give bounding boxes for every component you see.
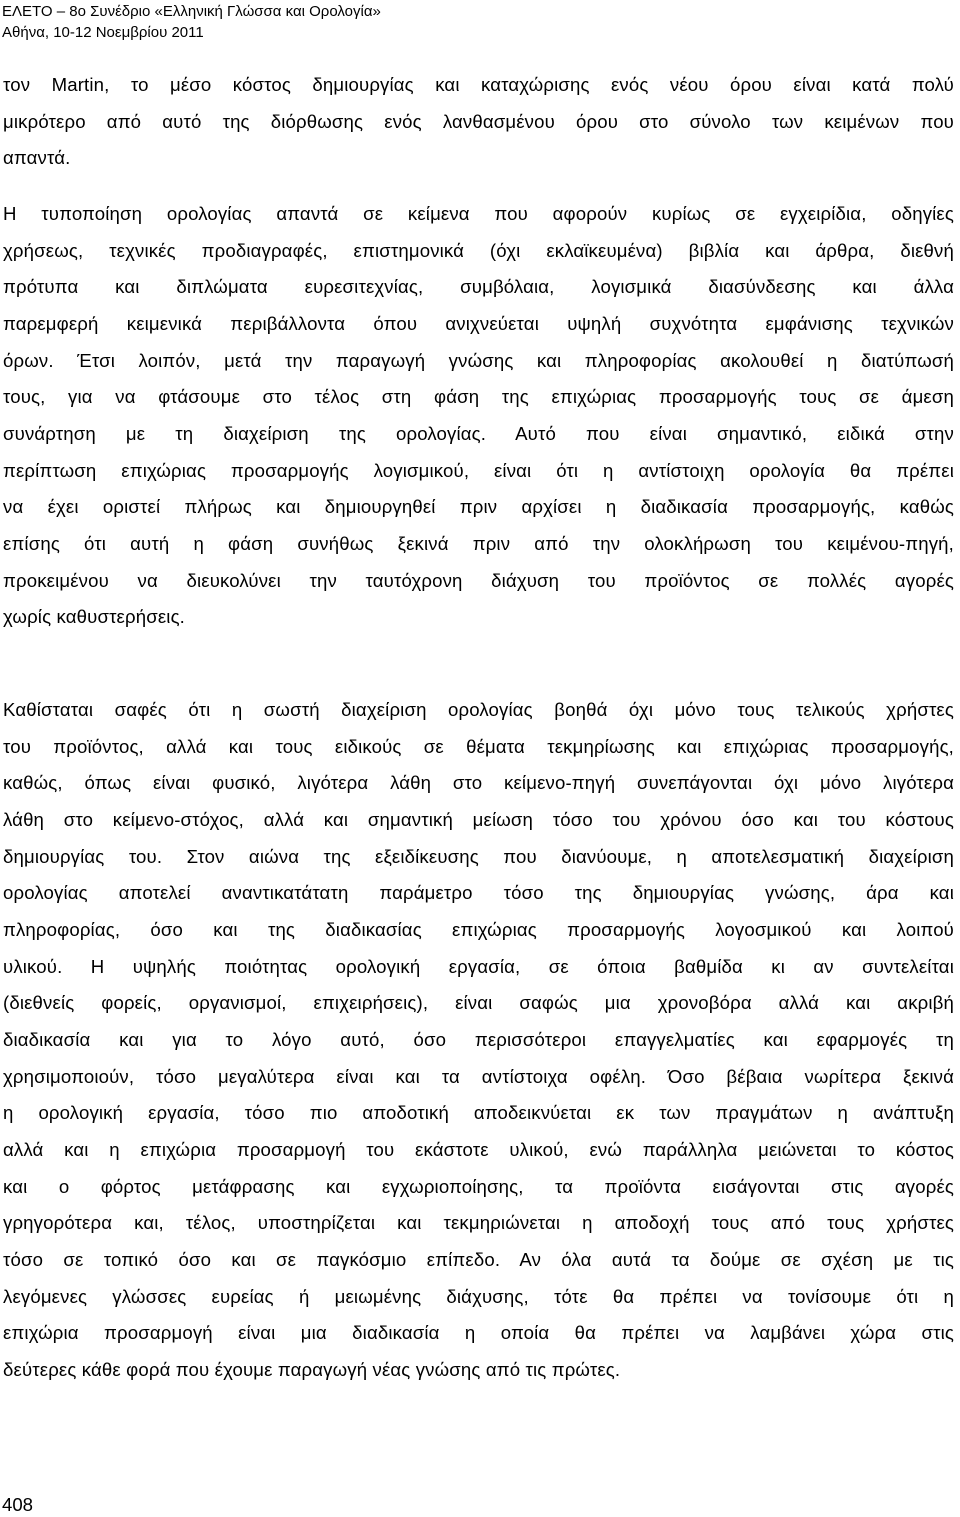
text-line: λεγόμενες γλώσσες ευρείας ή μειωμένης διάχυσης, τότε θα πρέπει να τονίσουμε ότι η [3, 1285, 954, 1307]
text-line: γρηγορότερα και, τέλος, υποστηρίζεται και τεκμηριώνεται η αποδοχή τους από τους χρήστες [3, 1212, 954, 1234]
text-line: επίσης ότι αυτή η φάση συνήθως ξεκινά πριν από την ολοκλήρωση του κειμένου-πηγή, [3, 532, 954, 554]
text-line: χωρίς καθυστερήσεις. [3, 606, 185, 628]
text-line: να έχει οριστεί πλήρως και δημιουργηθεί πριν αρχίσει η διαδικασία προσαρμογής, καθώς [3, 496, 954, 518]
text-line: δημιουργίας του. Στον αιώνα της εξειδίκευσης που διανύουμε, η αποτελεσματική διαχείριση [3, 845, 954, 867]
text-line: υλικού. Η υψηλής ποιότητας ορολογική εργασία, σε όποια βαθμίδα κι αν συντελείται [3, 955, 954, 977]
text-line: τον Martin, το μέσο κόστος δημιουργίας και καταχώρισης ενός νέου όρου είναι κατά πολύ [3, 74, 954, 95]
text-line: και ο φόρτος μετάφρασης και εγχωριοποίησης, τα προϊόντα εισάγονται στις αγορές [3, 1175, 954, 1197]
text-line: πληροφορίας, όσο και της διαδικασίας επιχώριας προσαρμογής λογοσμικού και λοιπού [3, 918, 954, 940]
text-line: αλλά και η επιχώρια προσαρμογή του εκάστοτε υλικού, ενώ παράλληλα μειώνεται το κόστος [3, 1138, 954, 1160]
text-line: χρησιμοποιούν, τόσο μεγαλύτερα είναι και τα αντίστοιχα οφέλη. Όσο βέβαια νωρίτερα ξεκινά [3, 1065, 954, 1087]
text-line: μικρότερο από αυτό της διόρθωσης ενός λανθασμένου όρου στο σύνολο των κειμένων που [3, 110, 954, 132]
header-location-date: Αθήνα, 10-12 Νοεμβρίου 2011 [2, 24, 204, 41]
text-line: τόσο σε τοπικό όσο και σε παγκόσμιο επίπεδο. Αν όλα αυτά τα δούμε σε σχέση με τις [3, 1248, 954, 1270]
paragraph-2 [3, 196, 954, 636]
text-line: προκειμένου να διευκολύνει την ταυτόχρονη διάχυση του προϊόντος σε πολλές αγορές [3, 569, 954, 591]
text-line: καθώς, όπως είναι φυσικό, λιγότερα λάθη στο κείμενο-πηγή συνεπάγονται όχι μόνο λιγότερα [3, 772, 954, 794]
text-line: Καθίσταται σαφές ότι η σωστή διαχείριση ορολογίας βοηθά όχι μόνο τους τελικούς χρήστες [3, 699, 954, 720]
text-line: περίπτωση επιχώριας προσαρμογής λογισμικού, είναι ότι η αντίστοιχη ορολογία θα πρέπει [3, 459, 954, 481]
text-line: ορολογίας αποτελεί αναντικατάτατη παράμετρο τόσο της δημιουργίας γνώσης, άρα και [3, 882, 954, 904]
text-line: (διεθνείς φορείς, οργανισμοί, επιχειρήσεις), είναι σαφώς μια χρονοβόρα αλλά και ακριβή [3, 992, 954, 1014]
text-line: η ορολογική εργασία, τόσο πιο αποδοτική αποδεικνύεται εκ των πραγμάτων η ανάπτυξη [3, 1102, 954, 1124]
text-line: όρων. Έτσι λοιπόν, μετά την παραγωγή γνώσης και πληροφορίας ακολουθεί η διατύπωσή [3, 349, 954, 371]
text-line: διαδικασία και για το λόγο αυτό, όσο περισσότεροι επαγγελματίες και εφαρμογές τη [3, 1028, 954, 1050]
text-line: τους, για να φτάσουμε στο τέλος στη φάση της επιχώριας προσαρμογής τους σε άμεση [3, 386, 954, 408]
text-line: λάθη στο κείμενο-στόχος, αλλά και σημαντική μείωση τόσο του χρόνου όσο και του κόστους [3, 808, 954, 830]
paragraph-3 [3, 692, 954, 1388]
running-header [2, 1, 381, 43]
text-line: του προϊόντος, αλλά και τους ειδικούς σε θέματα τεκμηρίωσης και επιχώριας προσαρμογής, [3, 735, 954, 757]
text-line: απαντά. [3, 147, 71, 169]
page-number: 408 [2, 1494, 34, 1515]
paragraph-1 [3, 67, 954, 177]
text-line: Η τυποποίηση ορολογίας απαντά σε κείμενα που αφορούν κυρίως σε εγχειρίδια, οδηγίες [3, 203, 954, 224]
header-conference-title: ΕΛΕΤΟ – 8ο Συνέδριο «Ελληνική Γλώσσα και Ορολογία» [2, 3, 381, 20]
text-line: χρήσεως, τεχνικές προδιαγραφές, επιστημονικά (όχι εκλαϊκευμένα) βιβλία και άρθρα, διεθνή [3, 239, 954, 261]
text-line: συνάρτηση με τη διαχείριση της ορολογίας. Αυτό που είναι σημαντικό, ειδικά στην [3, 422, 954, 444]
text-line: δεύτερες κάθε φορά που έχουμε παραγωγή νέας γνώσης από τις πρώτες. [3, 1358, 621, 1380]
text-line: παρεμφερή κειμενικά περιβάλλοντα όπου ανιχνεύεται υψηλή συχνότητα εμφάνισης τεχνικών [3, 312, 954, 334]
text-line: πρότυπα και διπλώματα ευρεσιτεχνίας, συμβόλαια, λογισμικά διασύνδεσης και άλλα [3, 276, 954, 298]
text-line: επιχώρια προσαρμογή είναι μια διαδικασία η οποία θα πρέπει να λαμβάνει χώρα στις [3, 1322, 954, 1344]
